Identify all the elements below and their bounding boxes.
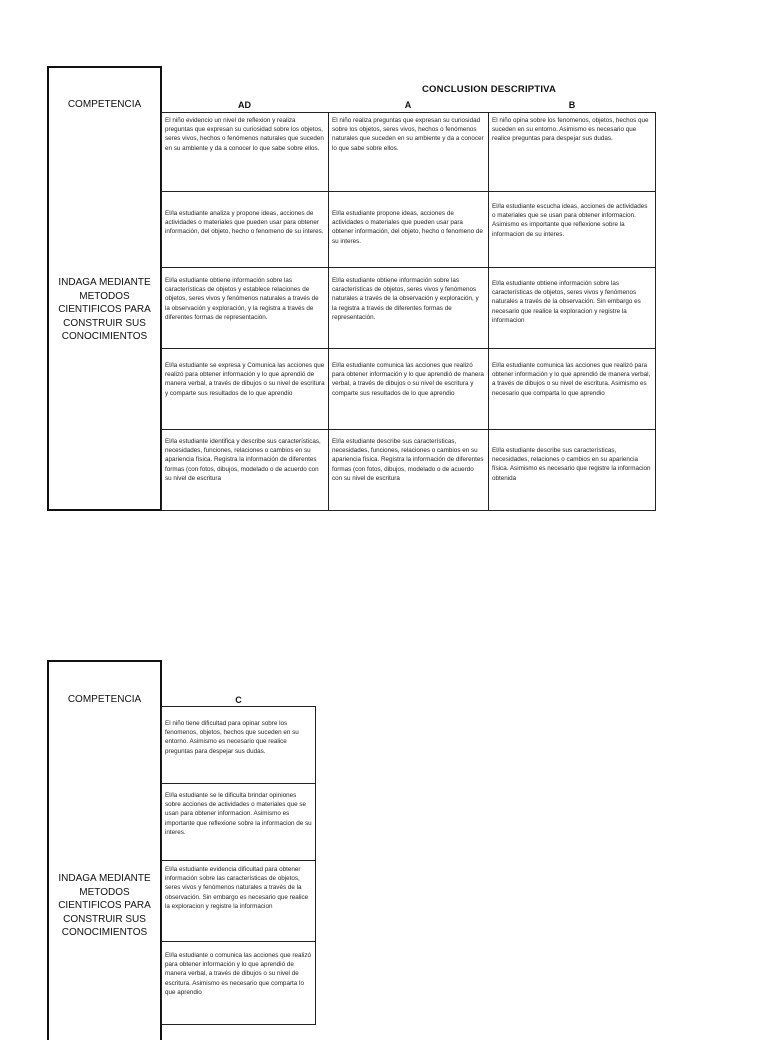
cell-b-row-5: El/la estudiante describe sus características, necesidades, relaciones o cambios en su apariencia física. Asimismo es necesario que registre la informacion obtenida [488,429,656,511]
competencia-column [47,66,162,511]
cell-c-row-1: El niño tiene dificultad para opinar sobre los fenomenos, objetos, hechos que suceden en su entorno. Asimismo es necesario que realice preguntas para despejar sus dudas. [161,706,316,784]
cell-ad-row-5: El/la estudiante identifica y describe sus características, necesidades, funciones, relaciones o cambios en su apariencia física. Registra la información de diferentes formas (con fotos, dibujos, modelado o de acuerdo con su nivel de escritura [161,429,329,511]
cell-ad-row-1: El niño evidencio un nivel de reflexion y realiza preguntas que expresan su curiosidad sobre los objetos, seres vivos, hechos o fenómenos naturales que suceden en su ambiente y da a conocer lo que sabe sobre ellos. [161,112,329,192]
cell-a-row-1: El niño realiza preguntas que expresan su curiosidad sobre los objetos, seres vivos, hechos o fenómenos naturales que suceden en su ambiente y da a conocer lo que sabe sobre ellos. [328,112,489,192]
competencia-name: INDAGA MEDIANTE METODOS CIENTIFICOS PARA CONSTRUIR SUS CONOCIMIENTOS [58,277,151,342]
competencia-name-2: INDAGA MEDIANTE METODOS CIENTIFICOS PARA CONSTRUIR SUS CONOCIMIENTOS [58,873,151,938]
cell-c-row-4: El/la estudiante o comunica las acciones que realizó para obtener información y lo que aprendió de manera verbal, a través de dibujos o su nivel de escritura. Asimismo es necesario que comparta lo que aprendio [161,941,316,1025]
cell-b-row-1: El niño opina sobre los fenomenos, objetos, hechos que suceden en su entorno. Asimismo es necesario que realice preguntas para despejar sus dudas. [488,112,656,192]
competencia-label: COMPETENCIA [67,99,142,110]
conclusion-title: CONCLUSION DESCRIPTIVA [422,84,557,95]
column-header-c: C [235,695,242,705]
cell-c-row-3: El/la estudiante evidencia dificultad para obtener información sobre las características de objetos, seres vivos y fenómenos naturales a través de la observación. Sin embargo es necesario que realice la exploracion y registre la informacion [161,860,316,942]
cell-b-row-3: El/la estudiante obtiene información sobre las características de objetos, seres vivos y fenómenos naturales a través de la observación. Sin embargo es necesario que realice la exploracion y registre la informacion [488,267,656,349]
cell-c-row-2: El/la estudiante se le dificulta brindar opiniones sobre acciones de actividades o materiales que se usan para obtener informacion. Asimismo es importante que reflexione sobre la informacion de su interes. [161,783,316,861]
cell-b-row-4: El/la estudiante comunica las acciones que realizó para obtener información y lo que aprendió de manera verbal, a través de dibujos o su nivel de escritura. Asimismo es necesario que comparta lo que aprendio [488,348,656,430]
competencia-label-2: COMPETENCIA [67,694,142,705]
competencia-column-2 [47,660,162,1040]
cell-a-row-2: El/la estudiante propone ideas, acciones de actividades o materiales que pueden usar para obtener información, del objeto, hecho o fenomeno de su interes. [328,191,489,268]
cell-a-row-4: El/la estudiante comunica las acciones que realizó para obtener información y lo que aprendió de manera verbal, a través de dibujos o su nivel de escritura y comparte sus resultados de lo que aprendio [328,348,489,430]
cell-b-row-2: El/la estudiante escucha ideas, acciones de actividades o materiales que se usan para obtener informacion. Asimismo es importante que reflexione sobre la informacion de su interes. [488,191,656,268]
column-header-ad: AD [238,100,251,110]
cell-a-row-5: El/la estudiante describe sus características, necesidades, funciones, relaciones o cambios en su apariencia física. Registra la información de diferentes formas (con fotos, dibujos, modelado o de acuerdo con su nivel de escritura [328,429,489,511]
column-header-b: B [568,100,576,110]
cell-ad-row-2: El/la estudiante analiza y propone ideas, acciones de actividades o materiales que pueden usar para obtener información, del objeto, hecho o fenomeno de su interes. [161,191,329,268]
cell-a-row-3: El/la estudiante obtiene información sobre las características de objetos, seres vivos y fenómenos naturales a través de la observación y exploración, y la registra a través de diferentes formas de representación. [328,267,489,349]
column-header-a: A [404,100,412,110]
cell-ad-row-4: El/la estudiante se expresa y Comunica las acciones que realizó para obtener información y lo que aprendió de manera verbal, a través de dibujos o su nivel de escritura y comparte sus resultados de lo que aprendio [161,348,329,430]
cell-ad-row-3: El/la estudiante obtiene información sobre las características de objetos y establece relaciones de objetos, seres vivos y fenómenos naturales a través de la observación y exploración, y la registra a través de diferentes formas de representación. [161,267,329,349]
